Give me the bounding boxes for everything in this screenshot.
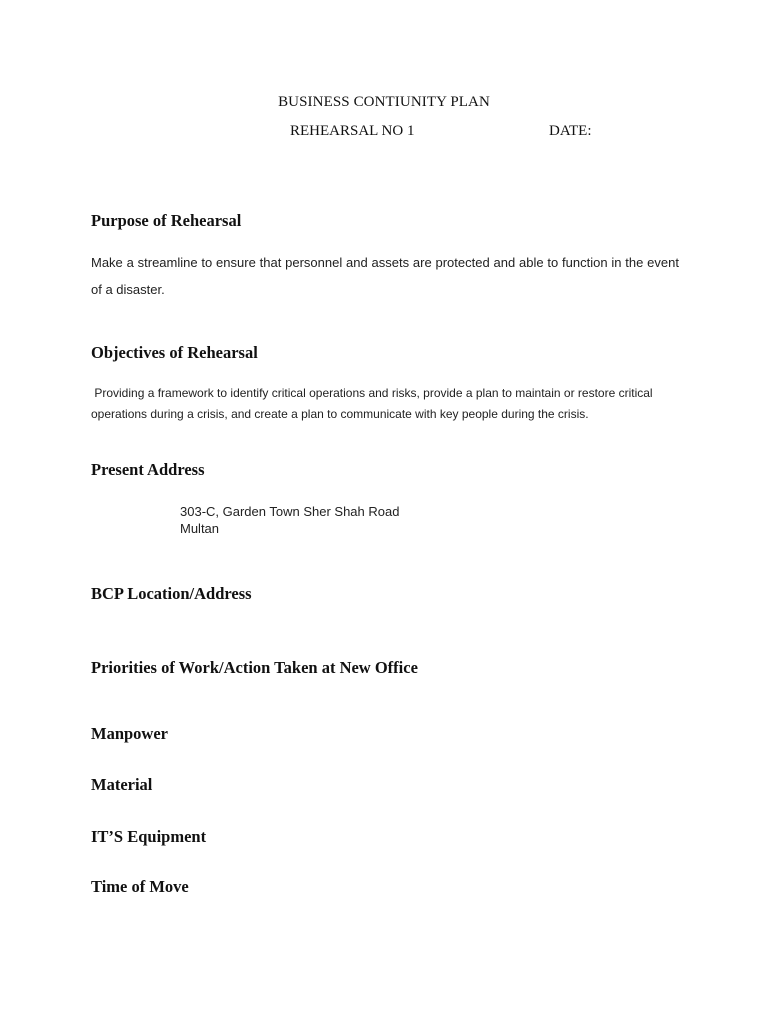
purpose-text: Make a streamline to ensure that personnel and assets are protected and able to function in the event of a disaster. (91, 255, 679, 297)
objectives-heading: Objectives of Rehearsal (91, 343, 258, 362)
rehearsal-number: REHEARSAL NO 1 (290, 123, 415, 139)
bcp-location-heading: BCP Location/Address (91, 584, 252, 603)
time-of-move-heading: Time of Move (91, 877, 189, 896)
date-label: DATE: (549, 123, 592, 139)
it-equipment-heading: IT’S Equipment (91, 827, 207, 846)
purpose-heading: Purpose of Rehearsal (91, 211, 242, 230)
manpower-heading: Manpower (91, 724, 168, 743)
objectives-text: Providing a framework to identify critical operations and risks, provide a plan to maintain or restore critical operations during a crisis, and create a plan to communicate with key people during the crisis. (91, 386, 656, 421)
present-address (180, 503, 399, 537)
document-title: BUSINESS CONTIUNITY PLAN (278, 94, 490, 110)
address-line-2: Multan (180, 521, 220, 536)
material-heading: Material (91, 775, 153, 794)
address-line-1: 303-C, Garden Town Sher Shah Road (180, 504, 400, 519)
priorities-heading: Priorities of Work/Action Taken at New Office (91, 658, 418, 677)
present-address-heading: Present Address (91, 460, 205, 479)
